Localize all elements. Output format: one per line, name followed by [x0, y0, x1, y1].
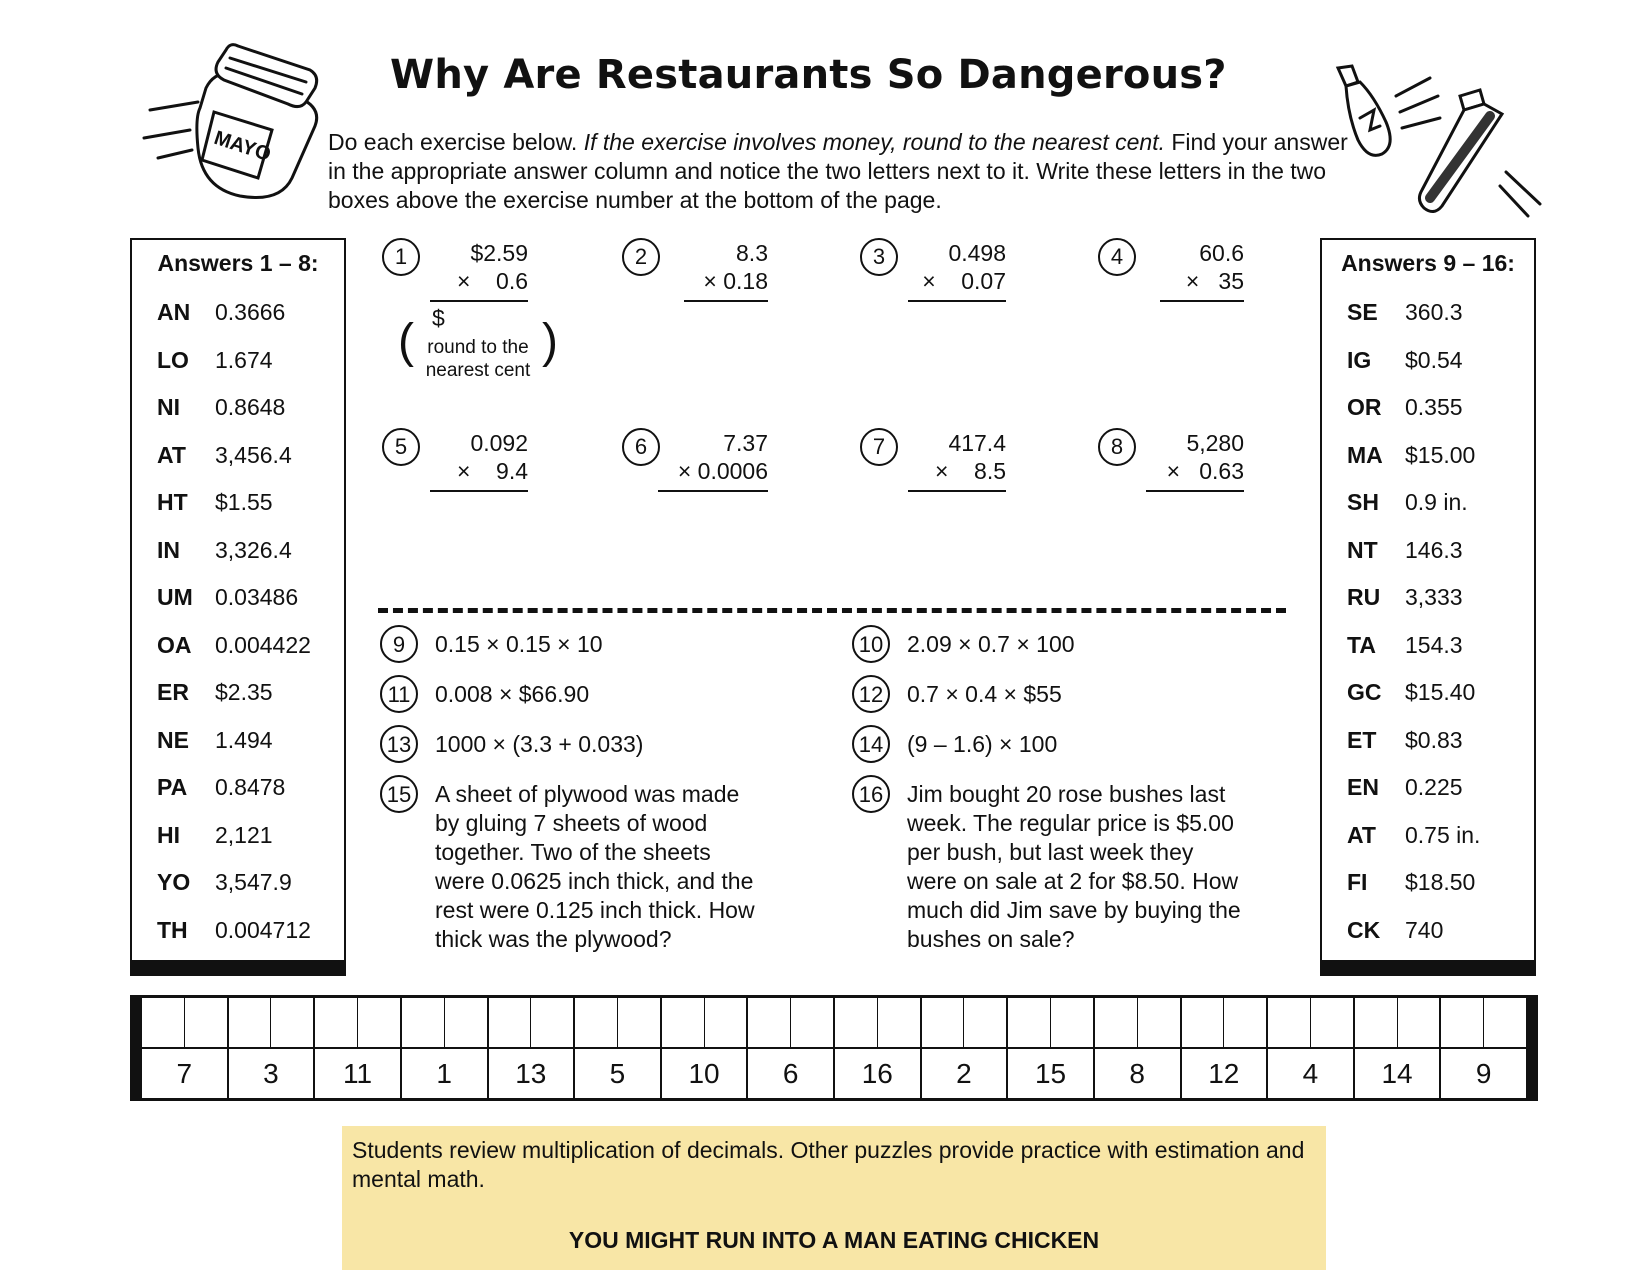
word-problem-text: [907, 780, 1241, 954]
answer-code: MA: [1347, 441, 1383, 468]
dollar-sign: $: [432, 305, 445, 331]
word-problem-line: Jim bought 20 rose bushes last: [907, 781, 1226, 807]
answer-code: AT: [157, 441, 186, 468]
answer-value: 0.03486: [215, 584, 299, 611]
exercise-5: [378, 428, 528, 508]
word-problem-line: by gluing 7 sheets of wood: [435, 810, 708, 836]
answer-row: [132, 479, 344, 527]
grid-exercise-number: 14: [1381, 1057, 1413, 1089]
exercise-number: 7: [860, 428, 898, 466]
letter-box[interactable]: [229, 998, 272, 1047]
answer-row: [132, 669, 344, 717]
exercise-top-operand: 0.498: [948, 240, 1006, 266]
answer-grid-cell: [1441, 998, 1526, 1098]
exercise-underline: [1146, 490, 1244, 492]
instructions-rounding-note: If the exercise involves money, round to the nearest cent.: [583, 129, 1165, 155]
exercise-number: 4: [1098, 238, 1136, 276]
answer-grid-cell: [1095, 998, 1182, 1098]
answer-code: IN: [157, 536, 180, 563]
answer-grid-cell: [662, 998, 749, 1098]
answer-code: OA: [157, 631, 192, 658]
answer-grid-cell: [402, 998, 489, 1098]
answer-grid: [130, 995, 1538, 1101]
letter-box[interactable]: [358, 998, 400, 1047]
letter-box[interactable]: [662, 998, 705, 1047]
answer-grid-cell: [922, 998, 1009, 1098]
answer-code: YO: [157, 869, 191, 896]
instructions-text-2: Find your answer in the appropriate answer column and notice the two letters next to it. Write these letters in the two boxes above the exercise number at the bottom of the page.: [328, 129, 1348, 213]
answer-code: ET: [1347, 726, 1377, 753]
exercise-underline: [430, 490, 528, 492]
letter-box[interactable]: [1008, 998, 1051, 1047]
grid-exercise-number: 1: [436, 1057, 452, 1089]
letter-box[interactable]: [1355, 998, 1398, 1047]
grid-exercise-number: 12: [1208, 1057, 1240, 1089]
answer-row: [132, 384, 344, 432]
exercise-3: [856, 238, 1006, 318]
note-description: Students review multiplication of decimals. Other puzzles provide practice with estimation and mental math.: [352, 1137, 1305, 1192]
round-note: ( round to the nearest cent ): [408, 336, 548, 382]
letter-box[interactable]: [1268, 998, 1311, 1047]
letter-box[interactable]: [791, 998, 833, 1047]
answer-row: [132, 859, 344, 907]
instructions: [328, 128, 1348, 215]
exercise-8: [1094, 428, 1244, 508]
exercise-1: [378, 238, 531, 381]
answer-code: UM: [157, 584, 193, 611]
answer-code: CK: [1347, 916, 1381, 943]
answer-value: 360.3: [1405, 299, 1463, 326]
exercise-text: (9 – 1.6) × 100: [907, 731, 1058, 757]
exercise-top-operand: $2.59: [470, 240, 528, 266]
answer-value: 3,547.9: [215, 869, 292, 896]
answer-row: [1322, 764, 1534, 812]
answer-row: [1322, 859, 1534, 907]
exercise-number: 14: [852, 725, 890, 763]
answer-grid-cell: [748, 998, 835, 1098]
exercise-number: 8: [1098, 428, 1136, 466]
grid-exercise-number: 7: [176, 1057, 193, 1089]
word-problem-line: were 0.0625 inch thick, and the: [435, 868, 754, 894]
answer-value: 0.8478: [215, 774, 286, 801]
sauce-bottle-icon: [1330, 56, 1570, 236]
word-problem-line: together. Two of the sheets: [435, 839, 711, 865]
word-problem-line: week. The regular price is $5.00: [907, 810, 1234, 836]
answers-1-8-panel: [130, 238, 346, 976]
exercise-2: [618, 238, 768, 318]
instructions-text-1: Do each exercise below.: [328, 129, 584, 155]
answer-row: [1322, 384, 1534, 432]
letter-box[interactable]: [1224, 998, 1266, 1047]
answer-code: SE: [1347, 299, 1378, 326]
teacher-note: [342, 1126, 1326, 1270]
word-problem-line: bushes on sale?: [907, 926, 1075, 952]
answer-value: 1.674: [215, 346, 273, 373]
exercise-number: 12: [852, 675, 890, 713]
grid-exercise-number: 11: [343, 1057, 373, 1089]
grid-exercise-number: 2: [956, 1057, 972, 1089]
answer-value: $2.35: [215, 679, 273, 706]
word-problem-line: A sheet of plywood was made: [435, 781, 740, 807]
letter-box[interactable]: [748, 998, 791, 1047]
answer-row: [1322, 669, 1534, 717]
answer-code: IG: [1347, 346, 1372, 373]
grid-exercise-number: 13: [515, 1057, 547, 1089]
exercise-text: 2.09 × 0.7 × 100: [907, 631, 1075, 657]
exercise-number: 11: [380, 675, 418, 713]
grid-exercise-number: 5: [609, 1057, 626, 1089]
exercise-bottom-operand: × 35: [1185, 268, 1244, 294]
exercise-underline: [908, 300, 1006, 302]
answer-value: 2,121: [215, 821, 273, 848]
answer-value: $0.54: [1405, 346, 1463, 373]
puzzle-answer: YOU MIGHT RUN INTO A MAN EATING CHICKEN: [568, 1227, 1100, 1253]
exercise-underline: [658, 490, 768, 492]
answer-code: SH: [1347, 489, 1379, 516]
answer-value: 0.355: [1405, 394, 1463, 421]
answer-code: AN: [157, 299, 191, 326]
answer-code: NE: [157, 726, 189, 753]
letter-box[interactable]: [964, 998, 1006, 1047]
answer-grid-cell: [489, 998, 576, 1098]
word-problem-line: thick was the plywood?: [435, 926, 672, 952]
answer-row: [1322, 574, 1534, 622]
answer-grid-cell: [1182, 998, 1269, 1098]
letter-box[interactable]: [315, 998, 358, 1047]
grid-exercise-number: 4: [1302, 1057, 1319, 1089]
exercise-top-operand: 7.37: [723, 430, 768, 456]
answers-9-16-heading: Answers 9 – 16:: [1341, 250, 1515, 276]
exercise-number: 1: [382, 238, 420, 276]
answer-row: [132, 337, 344, 385]
grid-exercise-number: 15: [1034, 1057, 1067, 1089]
answer-row: [132, 907, 344, 955]
page-title: Why Are Restaurants So Dangerous?: [390, 52, 1227, 98]
exercise-text: 1000 × (3.3 + 0.033): [435, 731, 644, 757]
answer-code: RU: [1347, 584, 1381, 611]
exercise-bottom-operand: × 0.18: [703, 268, 768, 294]
answer-row: [132, 812, 344, 860]
exercise-bottom-operand: × 0.63: [1166, 458, 1244, 484]
answer-row: [1322, 432, 1534, 480]
word-problem-line: rest were 0.125 inch thick. How: [435, 897, 755, 923]
answer-value: $18.50: [1405, 869, 1476, 896]
answers-1-8-heading: Answers 1 – 8:: [157, 250, 319, 276]
answer-row: [132, 432, 344, 480]
answer-row: [1322, 289, 1534, 337]
answer-code: NT: [1347, 536, 1378, 563]
letter-box[interactable]: [1138, 998, 1180, 1047]
letter-box[interactable]: [1484, 998, 1526, 1047]
grid-exercise-number: 10: [688, 1057, 720, 1089]
letter-box[interactable]: [618, 998, 660, 1047]
answer-row: [1322, 907, 1534, 955]
exercise-underline: [430, 300, 528, 302]
answer-code: GC: [1347, 679, 1382, 706]
exercise-top-operand: 417.4: [948, 430, 1006, 456]
answer-code: NI: [157, 394, 180, 421]
exercise-bottom-operand: × 0.6: [457, 268, 528, 294]
exercise-4: [1094, 238, 1244, 318]
answer-row: [1322, 717, 1534, 765]
exercise-number: 2: [622, 238, 660, 276]
answer-row: [1322, 812, 1534, 860]
exercise-6: [618, 428, 768, 508]
answer-value: 0.8648: [215, 394, 286, 421]
answer-code: AT: [1347, 821, 1376, 848]
grid-exercise-number: 6: [782, 1057, 799, 1089]
answer-grid-cell: [142, 998, 229, 1098]
letter-box[interactable]: [705, 998, 747, 1047]
exercise-7: [856, 428, 1006, 508]
answer-row: [132, 527, 344, 575]
exercise-bottom-operand: × 0.07: [922, 268, 1006, 294]
answer-value: 3,333: [1405, 584, 1463, 611]
answer-value: $15.40: [1405, 679, 1476, 706]
word-problem-text: [435, 780, 755, 954]
exercise-number: 3: [860, 238, 898, 276]
exercise-underline: [1160, 300, 1244, 302]
letter-box[interactable]: [531, 998, 573, 1047]
exercise-underline: [684, 300, 768, 302]
letter-box[interactable]: [185, 998, 227, 1047]
answer-value: 154.3: [1405, 631, 1463, 658]
answer-row: [132, 764, 344, 812]
answer-grid-cell: [1355, 998, 1442, 1098]
answer-code: LO: [157, 346, 189, 373]
word-problem-line: were on sale at 2 for $8.50. How: [907, 868, 1239, 894]
answer-code: OR: [1347, 394, 1382, 421]
exercise-number: 15: [380, 775, 418, 813]
answer-value: 0.75 in.: [1405, 821, 1481, 848]
exercise-top-operand: 8.3: [736, 240, 768, 266]
answer-row: [132, 717, 344, 765]
exercise-bottom-operand: × 9.4: [457, 458, 528, 484]
answer-value: 0.004712: [215, 916, 311, 943]
exercise-number: 6: [622, 428, 660, 466]
letter-box[interactable]: [1398, 998, 1440, 1047]
answer-grid-cell: [835, 998, 922, 1098]
exercise-text: 0.7 × 0.4 × $55: [907, 681, 1062, 707]
answers-9-16-panel: [1320, 238, 1536, 976]
letter-box[interactable]: [445, 998, 487, 1047]
exercise-16: [852, 775, 1312, 955]
exercise-number: 16: [852, 775, 890, 813]
mayo-label: MAYO: [211, 127, 274, 166]
answer-value: 1.494: [215, 726, 273, 753]
answer-value: 740: [1405, 916, 1444, 943]
letter-box[interactable]: [878, 998, 920, 1047]
exercise-text: 0.008 × $66.90: [435, 681, 590, 707]
answer-value: $15.00: [1405, 441, 1476, 468]
exercise-top-operand: 5,280: [1186, 430, 1244, 456]
answer-code: PA: [157, 774, 188, 801]
answer-code: TA: [1347, 631, 1376, 658]
letter-box[interactable]: [489, 998, 532, 1047]
exercise-bottom-operand: × 0.0006: [677, 458, 768, 484]
answer-value: 3,456.4: [215, 441, 292, 468]
exercise-number: 13: [380, 725, 418, 763]
answer-value: $1.55: [215, 489, 273, 516]
word-problem-line: per bush, but last week they: [907, 839, 1194, 865]
answer-value: $0.83: [1405, 726, 1463, 753]
letter-box[interactable]: [1311, 998, 1353, 1047]
exercise-underline: [908, 490, 1006, 492]
grid-exercise-number: 9: [1475, 1057, 1492, 1089]
answer-value: 0.004422: [215, 631, 311, 658]
letter-box[interactable]: [1095, 998, 1138, 1047]
letter-box[interactable]: [835, 998, 878, 1047]
answer-value: 146.3: [1405, 536, 1463, 563]
answer-row: [132, 574, 344, 622]
answer-value: 0.9 in.: [1405, 489, 1468, 516]
answer-grid-cell: [1008, 998, 1095, 1098]
letter-box[interactable]: [1051, 998, 1093, 1047]
grid-exercise-number: 3: [263, 1057, 279, 1089]
answer-row: [1322, 527, 1534, 575]
answer-row: [132, 622, 344, 670]
exercise-top-operand: 60.6: [1199, 240, 1244, 266]
answer-grid-cell: [1268, 998, 1355, 1098]
answer-row: [132, 289, 344, 337]
exercise-number: 10: [852, 625, 890, 663]
answer-code: HT: [157, 489, 188, 516]
answer-code: HI: [157, 821, 180, 848]
exercise-bottom-operand: × 8.5: [935, 458, 1006, 484]
mayo-jar-icon: [140, 38, 340, 208]
answer-value: 0.225: [1405, 774, 1463, 801]
answer-grid-cell: [229, 998, 316, 1098]
answer-value: 0.3666: [215, 299, 286, 326]
answer-row: [1322, 479, 1534, 527]
exercise-number: 9: [380, 625, 418, 663]
grid-exercise-number: 8: [1129, 1057, 1145, 1089]
exercise-text: 0.15 × 0.15 × 10: [435, 631, 603, 657]
answer-code: ER: [157, 679, 189, 706]
answer-code: EN: [1347, 774, 1379, 801]
answer-grid-cell: [575, 998, 662, 1098]
letter-box[interactable]: [271, 998, 313, 1047]
exercise-top-operand: 0.092: [470, 430, 528, 456]
letter-box[interactable]: [142, 998, 185, 1047]
answer-row: [1322, 622, 1534, 670]
letter-box[interactable]: [402, 998, 445, 1047]
letter-box[interactable]: [1441, 998, 1484, 1047]
grid-exercise-number: 16: [861, 1057, 893, 1089]
exercise-15: [380, 775, 840, 955]
answer-grid-cell: [315, 998, 402, 1098]
divider-line: [378, 608, 1286, 613]
word-problem-line: much did Jim save by buying the: [907, 897, 1241, 923]
answer-row: [1322, 337, 1534, 385]
letter-box[interactable]: [1182, 998, 1225, 1047]
answer-value: 3,326.4: [215, 536, 292, 563]
answer-code: TH: [157, 916, 188, 943]
answer-code: FI: [1347, 869, 1368, 896]
letter-box[interactable]: [922, 998, 965, 1047]
exercise-number: 5: [382, 428, 420, 466]
letter-box[interactable]: [575, 998, 618, 1047]
